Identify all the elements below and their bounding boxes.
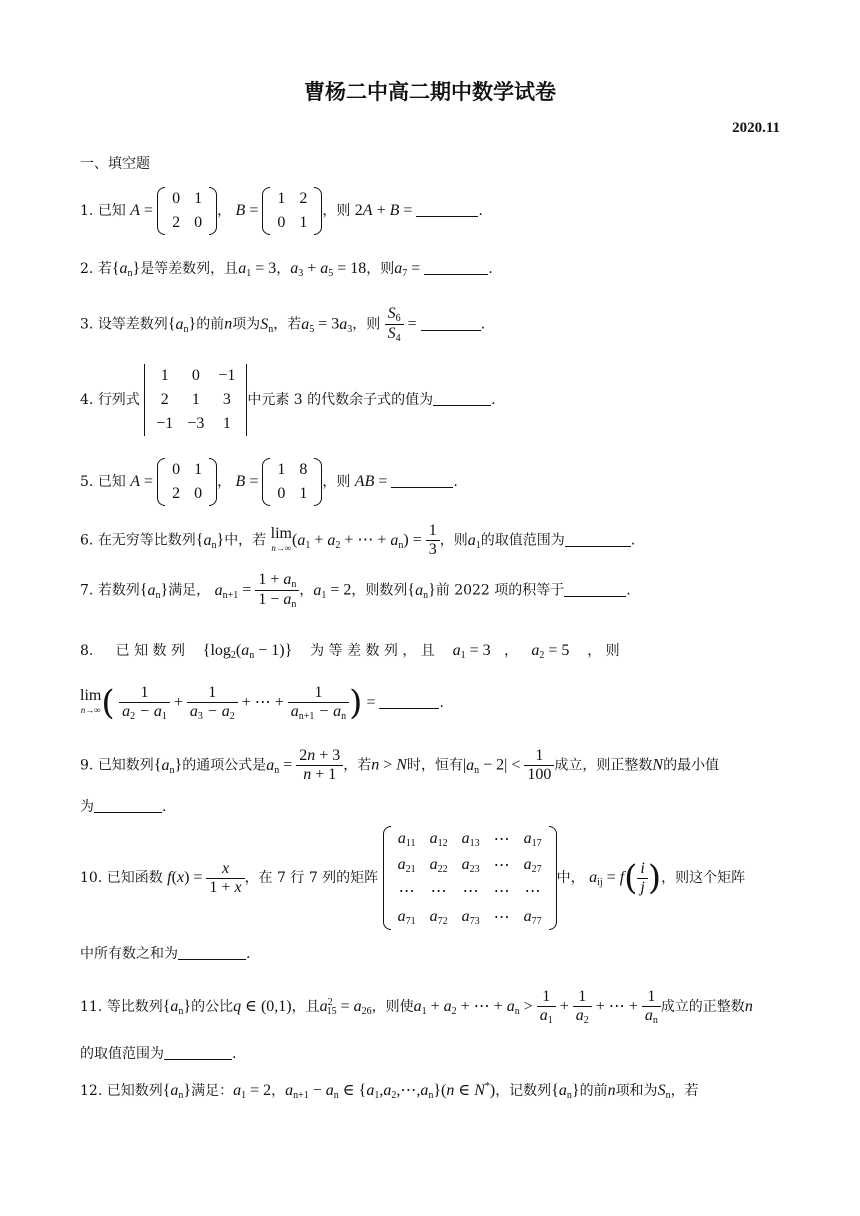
answer-blank [178,958,246,960]
page-title: 曹杨二中高二期中数学试卷 [304,80,556,104]
matrix-b: 1 2 0 1 [262,187,322,235]
answer-blank [433,404,491,406]
question-3: 3. 设等差数列$\{a_n\}$的前n项为$S_n$，若$a_5 = 3a_3$，则 $\frac{S_6}{S_4}$ = . [80,305,486,344]
answer-blank [94,811,162,813]
question-9-line2: 为 . [80,799,167,815]
question-11: 11. 等比数列$\{a_n\}$的公比q ∈ (0,1)，且$a^2_{15} = a_{26}$，则使$a_1 + a_2$ + ⋯ + $a_n$ > $\frac{1}{a_1}$ + $\frac{1}{a_2}$ + ⋯ + $\frac{1}{a_n}$ 成立的正整数n [80,988,753,1026]
answer-blank [565,545,631,547]
question-7: 7. 若数列$\{a_n\}$满足， $a_{n+1}$ = $\frac{1 + a_n}{1 - a_n}$ ，$a_1 = 2$，则数列$\{a_n\}$前 2022 项的积等于 . [80,571,631,610]
answer-blank [391,486,453,488]
question-2: 2. 若$\{a_n\}$是等差数列，且$a_1 = 3$，$a_3 + a_5 = 18$，则$a_7$ = . [80,260,493,279]
question-5: 5. 已知 A = 0 1 2 0 ， B = 1 8 0 1 ，则 AB = . [80,458,458,506]
question-8: 8. 已 知 数 列 $\{\log_2(a_n - 1)\}$ 为 等 差 数 列 ， 且 $a_1 = 3$ ， $a_2 = 5$ ， 则 [80,642,620,661]
answer-blank [424,273,488,275]
exam-date: 2020.11 [732,120,780,136]
question-4: 4. 行列式 1 0 −1 2 1 3 −1 −3 1 中元素 3 的代数余子式的值为 . [80,364,496,436]
question-6: 6. 在无穷等比数列$\{a_n\}$中，若 lim n→∞ ($a_1 + a_2$ + ⋯ + $a_n$) = $\frac{1}{3}$ ，则$a_1$的取值范围为 . [80,522,636,558]
question-10: 10. 已知函数 f(x) = $\frac{x}{1 + x}$ ，在 7 行 7 列的矩阵 $a_{11}$ $a_{12}$ $a_{13}$ ⋯ $a_{17}$ $a_{21}$ $a_{22}$ $a_{23}$ ⋯ $a_{27}$ ⋯ ⋯ ⋯ ⋯ ⋯ $a_{71}$ $a_{72}$ $a_{73}$ ⋯ $a_{77}$ 中， $a_{ij} = f$( $\frac{i}{j}$ )，则这个矩阵 [80,826,745,930]
question-12: 12. 已知数列$\{a_n\}$满足：$a_1 = 2$，$a_{n+1} - a_n$ ∈ $\{a_1,a_2,\cdots,a_n\}(n$ ∈ N*)，记数列$\{a_n\}$的前n项和为$S_n$，若 [80,1081,699,1101]
answer-blank [421,329,481,331]
determinant: 1 0 −1 2 1 3 −1 −3 1 [144,364,247,436]
question-11-line2: 的取值范围为 . [80,1046,237,1062]
section-heading: 一、填空题 [80,156,150,172]
question-1: 1. 已知 A = 0 1 2 0 ， B = 1 2 0 1 ，则 2A + B = . [80,187,483,235]
answer-blank [164,1058,232,1060]
answer-blank [416,215,478,217]
question-8-line2: lim n→∞ ( $\frac{1}{a_2 - a_1}$ + $\frac{1}{a_3 - a_2}$ + ⋯ + $\frac{1}{a_{n+1} - a_n}$ ) = . [80,683,444,723]
answer-blank [379,707,439,709]
answer-blank [564,595,626,597]
matrix-7x7: $a_{11}$ $a_{12}$ $a_{13}$ ⋯ $a_{17}$ $a_{21}$ $a_{22}$ $a_{23}$ ⋯ $a_{27}$ ⋯ ⋯ ⋯ ⋯ ⋯ $a_{71}$ $a_{72}$ $a_{73}$ ⋯ $a_{77}$ [383,826,557,930]
question-10-line2: 中所有数之和为 . [80,946,251,962]
question-9: 9. 已知数列$\{a_n\}$的通项公式是$a_n$ = $\frac{2n + 3}{n + 1}$ ，若n > N时，恒有$|a_n - 2|$ < $\frac{1}{100}$ 成立，则正整数N的最小值 [80,747,720,783]
matrix-a: 0 1 2 0 [157,187,217,235]
